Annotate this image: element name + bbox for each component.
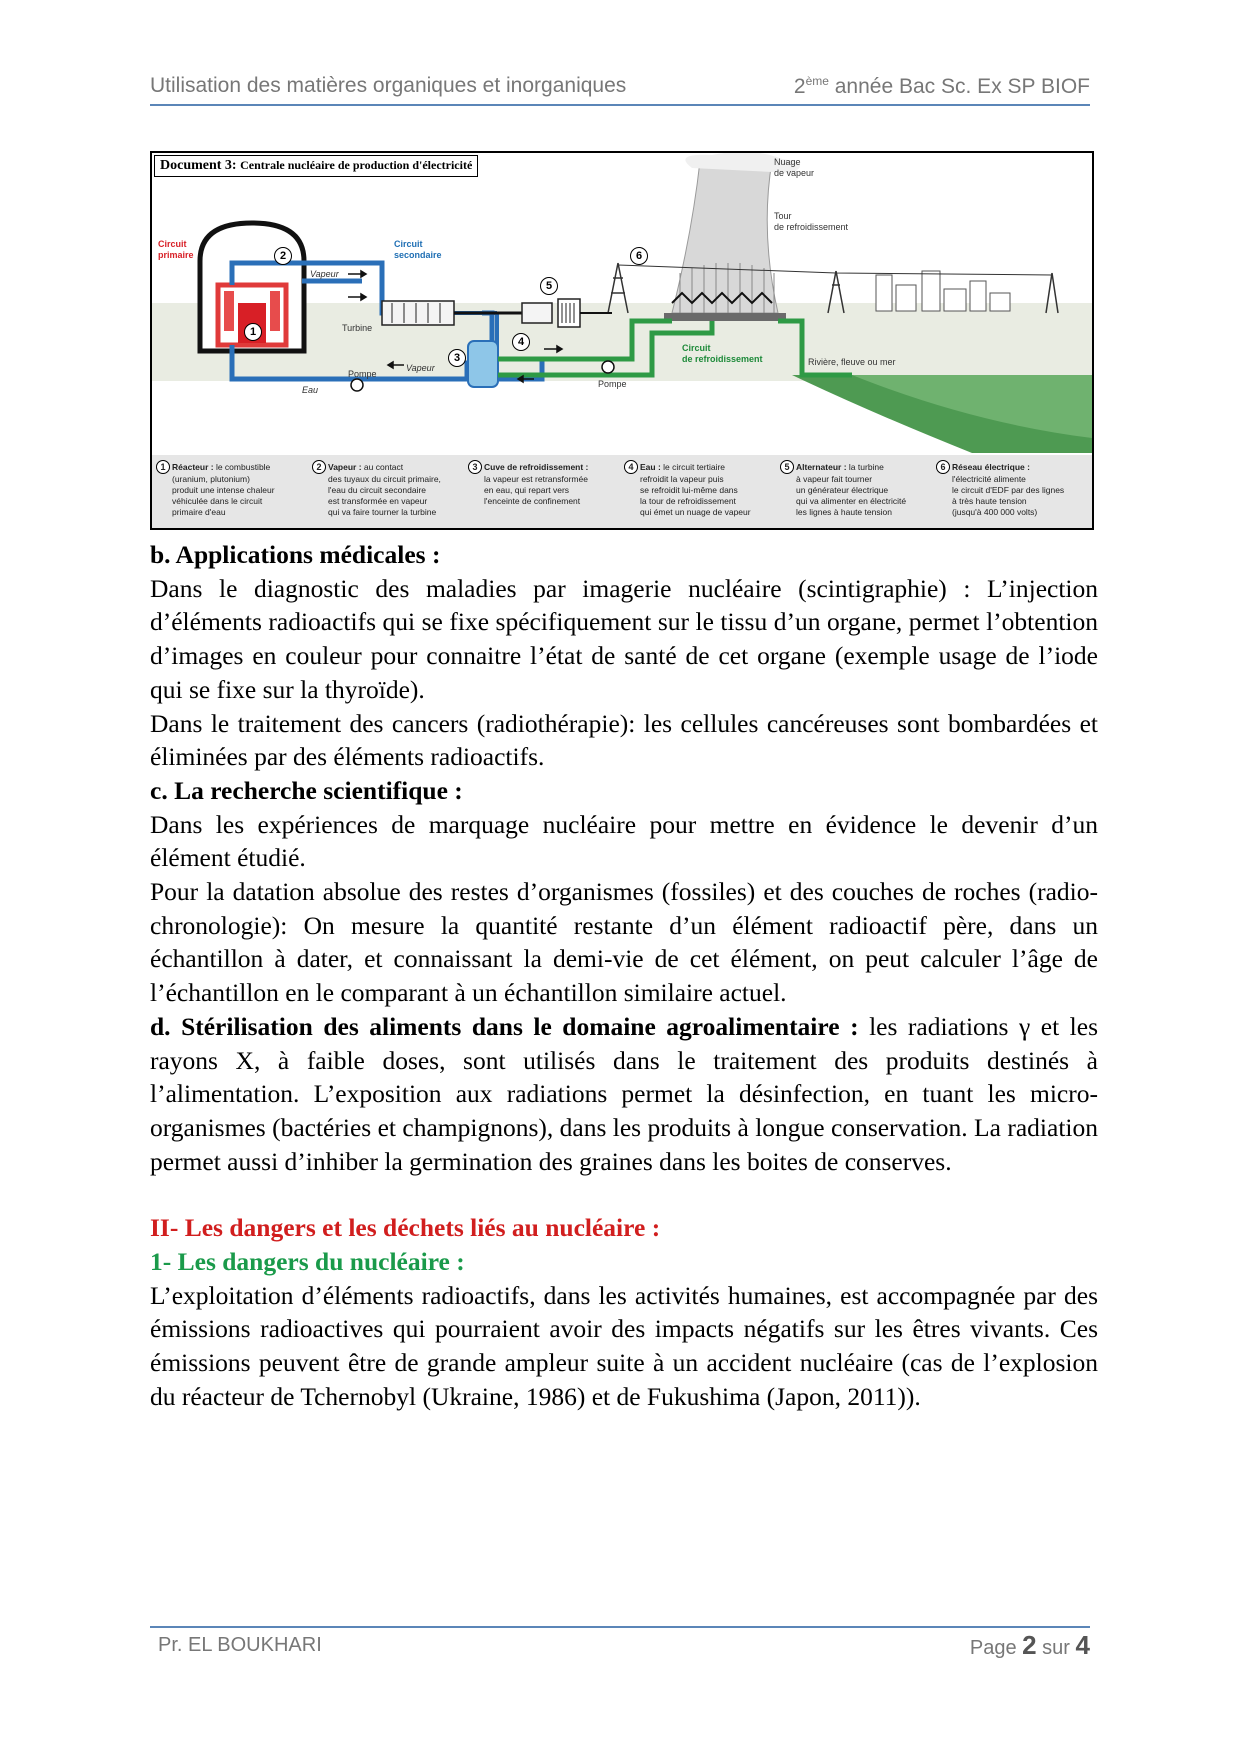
legend-item-reseau	[936, 460, 1086, 518]
label-circuit-primaire-2: primaire	[158, 250, 194, 260]
legend-title: Réseau électrique :	[952, 462, 1030, 472]
paragraph-datation: Pour la datation absolue des restes d’organismes (fossiles) et des couches de roches (radio-chronologie): On mesure la quantité restante d’un élément radioactif père, dans un échantillon à dater, et connaissant la demi-vie de cet élément, on peut calculer l’âge de l’échantillon en le comparant à un échantillon similaire actuel.	[150, 877, 1098, 1008]
legend-line: véhiculée dans le circuit	[172, 496, 263, 506]
pump-cooling	[602, 361, 614, 373]
header-level-number: 2	[793, 75, 806, 98]
legend-line: se refroidit lui-même dans	[640, 485, 738, 495]
legend-line: (jusqu'à 400 000 volts)	[952, 507, 1038, 517]
label-circuit-secondaire-1: Circuit	[394, 239, 423, 249]
legend-num: 1	[156, 460, 170, 474]
legend-line: les lignes à haute tension	[796, 507, 892, 517]
legend-line: refroidit la vapeur puis	[640, 474, 724, 484]
label-circuit-refroid-1: Circuit	[682, 343, 711, 353]
label-circuit-refroid-2: de refroidissement	[682, 354, 763, 364]
paragraph-traitement: Dans le traitement des cancers (radiothérapie): les cellules cancéreuses sont bombardées et éliminées par des éléments radioactifs.	[150, 708, 1098, 772]
document-subtitle: Centrale nucléaire de production d'électricité	[240, 158, 473, 172]
legend-line: est transformée en vapeur	[328, 496, 428, 506]
diagram-legend	[152, 455, 1092, 528]
header-rule	[150, 104, 1090, 106]
legend-text: le circuit tertiaire	[663, 462, 726, 472]
label-tour: Tour	[774, 211, 792, 221]
heading-sterilisation: d. Stérilisation des aliments dans le domaine agroalimentaire :	[150, 1011, 859, 1041]
footer-page-number	[970, 1630, 1090, 1661]
label-nuage: Nuage	[774, 157, 801, 167]
legend-line: la vapeur est retransformée	[484, 474, 588, 484]
legend-num: 3	[468, 460, 482, 474]
legend-line: qui va faire tourner la turbine	[328, 507, 437, 517]
footer-of-word: sur	[1036, 1637, 1076, 1659]
legend-num: 6	[936, 460, 950, 474]
legend-line: des tuyaux du circuit primaire,	[328, 474, 441, 484]
page-header	[150, 74, 1090, 104]
legend-line: un générateur électrique	[796, 485, 889, 495]
footer-rule	[150, 1626, 1090, 1628]
marker-6: 6	[630, 247, 648, 265]
legend-line: l'électricité alimente	[952, 474, 1026, 484]
legend-line: à vapeur fait tourner	[796, 474, 873, 484]
paragraph-dangers: L’exploitation d’éléments radioactifs, dans les activités humaines, est accompagnée par des émissions radioactives qui pourraient avoir des impacts négatifs sur les êtres vivants. Ces émissions peuvent être de grande ampleur suite à un accident nucléaire (cas de l’explosion du réacteur de Tchernobyl (Ukraine, 1986) et de Fukushima (Japon, 2011)).	[150, 1280, 1098, 1411]
paragraph-marquage: Dans les expériences de marquage nucléaire pour mettre en évidence le devenir d’un élément étudié.	[150, 809, 1098, 873]
legend-line: le circuit d'EDF par des lignes	[952, 485, 1065, 495]
label-vapeur-bottom: Vapeur	[406, 363, 435, 373]
legend-text: la turbine	[848, 462, 884, 472]
heading-applications-medicales: b. Applications médicales :	[150, 540, 441, 569]
marker-2: 2	[274, 247, 292, 265]
header-level-sup: ème	[805, 74, 829, 88]
marker-3: 3	[448, 349, 466, 367]
label-circuit-secondaire-2: secondaire	[394, 250, 442, 260]
legend-line: l'eau du circuit secondaire	[328, 485, 427, 495]
label-pompe-left: Pompe	[348, 369, 377, 379]
footer-current-page: 2	[1022, 1630, 1037, 1660]
legend-line: primaire d'eau	[172, 507, 226, 517]
header-level-rest: année Bac Sc. Ex SP BIOF	[828, 75, 1090, 98]
legend-line: qui émet un nuage de vapeur	[640, 507, 751, 517]
legend-line: qui va alimenter en électricité	[796, 496, 907, 506]
label-de-refroidissement: de refroidissement	[774, 222, 849, 232]
legend-item-cuve	[468, 460, 618, 507]
legend-line: produit une intense chaleur	[172, 485, 275, 495]
footer-author: Pr. EL BOUKHARI	[158, 1634, 322, 1656]
marker-5: 5	[540, 277, 558, 295]
heading-recherche-scientifique: c. La recherche scientifique :	[150, 775, 463, 805]
legend-item-vapeur	[312, 460, 462, 518]
legend-num: 4	[624, 460, 638, 474]
legend-title: Réacteur :	[172, 462, 214, 472]
diagram-illustration	[152, 153, 1092, 455]
legend-item-eau	[624, 460, 774, 518]
paragraph-diagnostic: Dans le diagnostic des maladies par imagerie nucléaire (scintigraphie) : L’injection d’éléments radioactifs qui se fixe spécifiquement sur le tissu d’un organe, permet l’obtention d’images en couleur pour connaitre l’état de santé de cet organe (exemple usage de l’iode qui se fixe sur la thyroïde).	[150, 573, 1098, 704]
legend-title: Eau :	[640, 462, 661, 472]
legend-num: 5	[780, 460, 794, 474]
legend-text: le combustible	[215, 462, 271, 472]
legend-item-reacteur	[156, 460, 306, 518]
marker-1: 1	[244, 323, 262, 341]
legend-line: (uranium, plutonium)	[172, 474, 250, 484]
footer-total-pages: 4	[1075, 1630, 1090, 1660]
legend-line: à très haute tension	[952, 496, 1027, 506]
legend-title: Vapeur :	[328, 462, 362, 472]
paragraph-sterilisation	[150, 1010, 1098, 1179]
legend-num: 2	[312, 460, 326, 474]
spacer	[150, 1178, 1098, 1211]
heading-section-2: II- Les dangers et les déchets liés au nucléaire :	[150, 1213, 661, 1243]
nuclear-plant-diagram	[150, 151, 1094, 530]
pump-primary	[351, 379, 363, 391]
legend-item-alternateur	[780, 460, 930, 518]
legend-title: Cuve de refroidissement :	[484, 462, 589, 472]
heading-dangers: 1- Les dangers du nucléaire :	[150, 1247, 465, 1277]
label-vapeur-top: Vapeur	[310, 269, 339, 279]
legend-line: l'enceinte de confinement	[484, 496, 581, 506]
marker-4: 4	[512, 333, 530, 351]
header-class-level	[794, 74, 1090, 99]
legend-title: Alternateur :	[796, 462, 847, 472]
label-pompe-right: Pompe	[598, 379, 627, 389]
label-turbine: Turbine	[342, 323, 373, 333]
cooling-tank	[468, 341, 498, 387]
label-eau: Eau	[302, 385, 319, 395]
document-title	[154, 155, 478, 177]
label-de-vapeur: de vapeur	[774, 168, 815, 178]
footer-page-word: Page	[969, 1637, 1023, 1659]
label-riviere: Rivière, fleuve ou mer	[808, 357, 896, 367]
text-sterilisation: les radiations γ et les rayons X, à faible doses, sont utilisés dans le traitement des produits destinés à l’alimentation. L’exposition aux radiations permet la désinfection, en tuant les micro-organismes (bactéries et champignons), dans les produits à longue conservation. La radiation permet aussi d’inhiber la germination des graines dans les boites de conserves.	[150, 1011, 1098, 1176]
legend-line: en eau, qui repart vers	[484, 485, 570, 495]
legend-text: au contact	[363, 462, 404, 472]
header-course-title: Utilisation des matières organiques et inorganiques	[150, 74, 627, 97]
legend-line: la tour de refroidissement	[640, 496, 736, 506]
document-number: Document 3:	[160, 158, 237, 173]
main-content	[150, 538, 1098, 1414]
label-circuit-primaire-1: Circuit	[158, 239, 187, 249]
